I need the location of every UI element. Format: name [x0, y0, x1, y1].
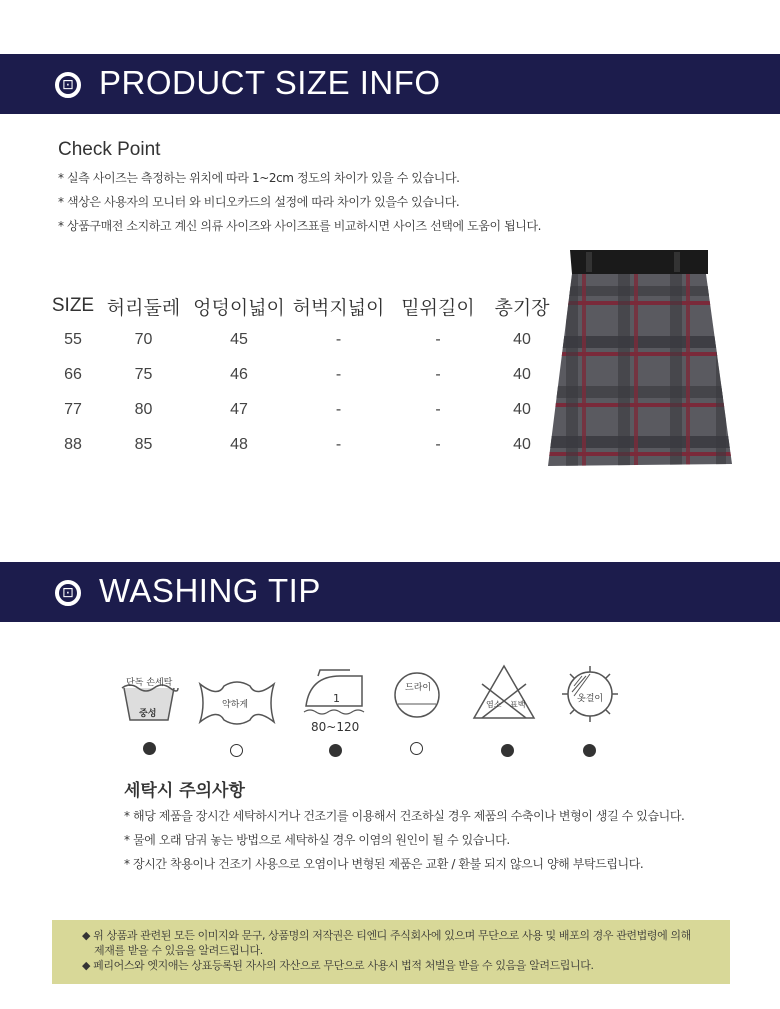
notice-line: 제재를 받을 수 있음을 알려드립니다.	[94, 944, 263, 957]
gentle-indicator	[230, 744, 243, 757]
washing-caution-note: * 물에 오래 담궈 놓는 방법으로 세탁하실 경우 이염의 원인이 될 수 있습니다.	[124, 833, 510, 847]
table-row	[50, 322, 558, 357]
col-length: 총기장	[494, 297, 550, 319]
washing-caution-title: 세탁시 주의사항	[124, 781, 245, 801]
washing-tip-header	[0, 562, 780, 622]
check-point-title: Check Point	[58, 139, 161, 160]
table-cell: 70	[134, 330, 153, 348]
dry-clean-icon	[392, 670, 442, 720]
table-cell: 77	[64, 400, 82, 418]
table-cell: -	[335, 435, 342, 453]
hand-wash-label: 단독 손세탁	[126, 678, 173, 688]
table-cell: -	[435, 435, 441, 453]
brand-logo-icon	[55, 72, 81, 98]
no-bleach-label: 염소	[486, 700, 502, 709]
table-cell: -	[335, 330, 342, 348]
hand-wash-indicator	[143, 742, 156, 755]
table-cell: -	[435, 400, 441, 418]
table-cell: -	[335, 365, 342, 383]
table-cell: 40	[513, 365, 531, 383]
size-info-title: PRODUCT SIZE INFO	[99, 64, 441, 101]
notice-line: ◆ 페리어스와 엣지애는 상표등록된 자사의 자산으로 무단으로 사용시 법적 처벌을 받을 수 있음을 알려드립니다.	[82, 959, 594, 972]
brand-logo-icon	[55, 580, 81, 606]
table-cell: 85	[134, 435, 153, 453]
table-cell: 45	[230, 330, 248, 348]
table-cell: 88	[64, 435, 82, 453]
table-cell: 66	[64, 365, 82, 383]
size-table-header	[50, 290, 558, 322]
table-cell: 46	[230, 365, 248, 383]
col-rise: 밑위길이	[401, 297, 475, 319]
size-info-header	[0, 54, 780, 114]
table-cell: -	[435, 365, 441, 383]
check-point-note: * 상품구매전 소지하고 계신 의류 사이즈와 사이즈표를 비교하시면 사이즈 선택에 도움이 됩니다.	[58, 219, 542, 233]
washing-caution-note: * 해당 제품을 장시간 세탁하시거나 건조기를 이용해서 건조하실 경우 제품의 수축이나 변형이 생길 수 있습니다.	[124, 809, 685, 823]
gentle-label: 약하게	[222, 700, 249, 710]
col-thigh: 허벅지넓이	[292, 297, 385, 319]
notice-line: ◆ 위 상품과 관련된 모든 이미지와 문구, 상품명의 저작권은 티엔디 주식회사에 있으며 무단으로 사용 및 배포의 경우 관련법령에 의해	[82, 929, 691, 942]
table-row	[50, 392, 558, 427]
size-table	[50, 290, 558, 462]
table-cell: 55	[64, 330, 82, 348]
table-cell: 48	[230, 435, 248, 453]
table-cell: -	[335, 400, 342, 418]
col-waist: 허리둘레	[106, 297, 181, 319]
hanger-dry-label: 옷걸이	[577, 694, 604, 704]
table-cell: 80	[134, 400, 153, 418]
dry-clean-label: 드라이	[405, 683, 432, 693]
table-row	[50, 427, 558, 462]
check-point-notes	[58, 168, 541, 240]
no-bleach-icon	[472, 664, 536, 720]
table-cell: 40	[513, 435, 531, 453]
table-cell: 40	[513, 330, 531, 348]
table-cell: -	[435, 330, 441, 348]
iron-indicator	[329, 744, 342, 757]
washing-caution-note: * 장시간 착용이나 건조기 사용으로 오염이나 변형된 제품은 교환 / 환불 되지 않으니 양해 부탁드립니다.	[124, 857, 644, 871]
no-bleach-indicator	[501, 744, 514, 757]
iron-temp-label: 80~120	[311, 720, 360, 734]
hanger-dry-indicator	[583, 744, 596, 757]
table-row	[50, 357, 558, 392]
table-cell: 75	[134, 365, 153, 383]
iron-level-label: 1	[333, 692, 340, 705]
table-cell: 47	[230, 400, 248, 418]
col-size: SIZE	[51, 295, 95, 316]
copyright-notice	[52, 920, 730, 984]
no-bleach-label: 표백	[510, 700, 526, 709]
washing-tip-title: WASHING TIP	[99, 572, 321, 609]
check-point-note: * 색상은 사용자의 모니터 와 비디오카드의 설정에 따라 차이가 있을수 있습니다.	[58, 195, 460, 209]
washing-caution-notes	[124, 806, 684, 878]
table-cell: 40	[513, 400, 531, 418]
col-hip: 엉덩이넓이	[193, 297, 285, 319]
dry-clean-indicator	[410, 742, 423, 755]
check-point-note: * 실측 사이즈는 측정하는 위치에 따라 1~2cm 정도의 차이가 있을 수 있습니다.	[58, 171, 460, 185]
product-skirt-image	[546, 246, 736, 470]
hand-wash-label: 중성	[139, 709, 157, 719]
